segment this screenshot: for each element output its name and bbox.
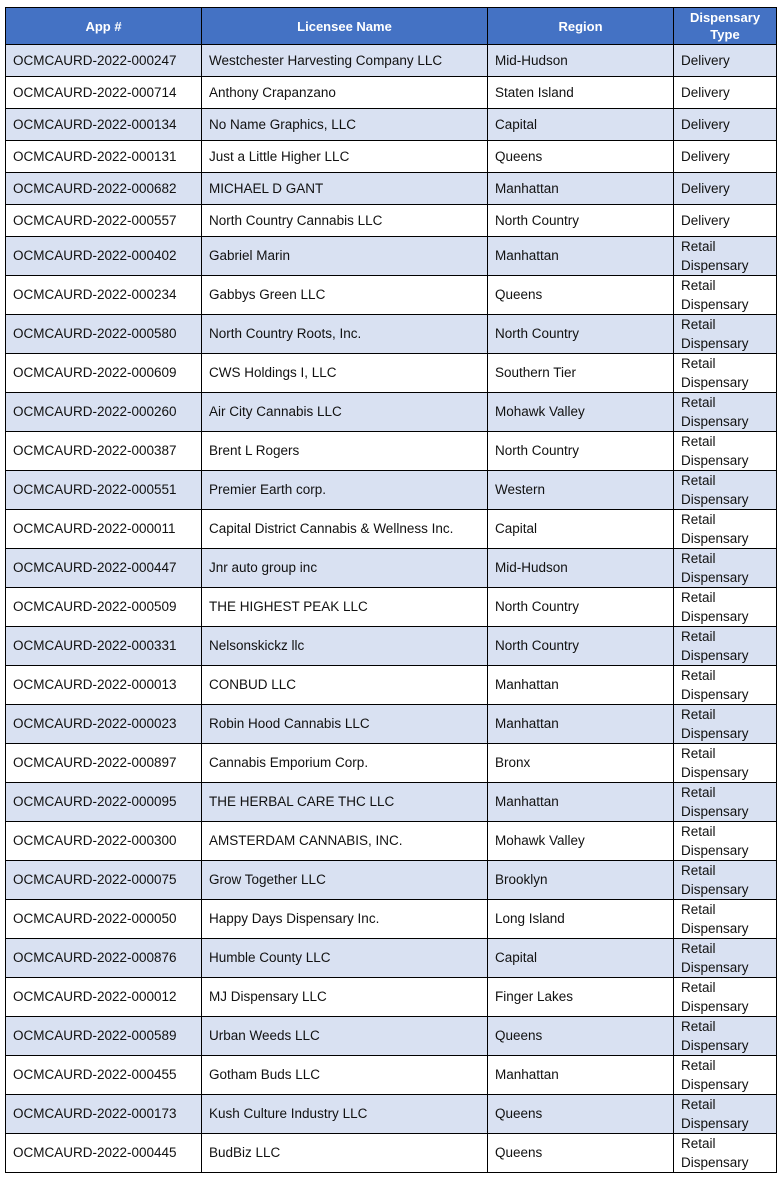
cell-region: Long Island	[488, 900, 674, 939]
cell-licensee-name: MJ Dispensary LLC	[202, 978, 488, 1017]
cell-app-number: OCMCAURD-2022-000012	[6, 978, 202, 1017]
table-row	[6, 900, 777, 939]
cell-licensee-name: Cannabis Emporium Corp.	[202, 744, 488, 783]
table-row	[6, 173, 777, 205]
cell-region: Mid-Hudson	[488, 45, 674, 77]
table-row	[6, 141, 777, 173]
cell-dispensary-type: Delivery	[674, 173, 777, 205]
cell-region: Manhattan	[488, 1056, 674, 1095]
cell-app-number: OCMCAURD-2022-000234	[6, 276, 202, 315]
cell-dispensary-type: Retail Dispensary	[674, 1095, 777, 1134]
cell-region: Queens	[488, 276, 674, 315]
cell-dispensary-type: Retail Dispensary	[674, 822, 777, 861]
cell-licensee-name: Nelsonskickz llc	[202, 627, 488, 666]
cell-app-number: OCMCAURD-2022-000509	[6, 588, 202, 627]
table-row	[6, 432, 777, 471]
cell-region: Queens	[488, 1095, 674, 1134]
cell-app-number: OCMCAURD-2022-000050	[6, 900, 202, 939]
cell-region: Finger Lakes	[488, 978, 674, 1017]
cell-dispensary-type: Retail Dispensary	[674, 549, 777, 588]
cell-dispensary-type: Retail Dispensary	[674, 744, 777, 783]
cell-licensee-name: North Country Roots, Inc.	[202, 315, 488, 354]
cell-licensee-name: Gotham Buds LLC	[202, 1056, 488, 1095]
cell-licensee-name: Air City Cannabis LLC	[202, 393, 488, 432]
cell-dispensary-type: Retail Dispensary	[674, 276, 777, 315]
cell-licensee-name: Jnr auto group inc	[202, 549, 488, 588]
cell-app-number: OCMCAURD-2022-000682	[6, 173, 202, 205]
cell-licensee-name: North Country Cannabis LLC	[202, 205, 488, 237]
cell-region: North Country	[488, 205, 674, 237]
cell-app-number: OCMCAURD-2022-000131	[6, 141, 202, 173]
cell-app-number: OCMCAURD-2022-000447	[6, 549, 202, 588]
cell-region: Southern Tier	[488, 354, 674, 393]
table-row	[6, 77, 777, 109]
cell-licensee-name: Grow Together LLC	[202, 861, 488, 900]
table-row	[6, 705, 777, 744]
cell-app-number: OCMCAURD-2022-000247	[6, 45, 202, 77]
table-row	[6, 666, 777, 705]
cell-licensee-name: MICHAEL D GANT	[202, 173, 488, 205]
table-row	[6, 1017, 777, 1056]
cell-licensee-name: No Name Graphics, LLC	[202, 109, 488, 141]
cell-app-number: OCMCAURD-2022-000557	[6, 205, 202, 237]
cell-app-number: OCMCAURD-2022-000260	[6, 393, 202, 432]
cell-licensee-name: CONBUD LLC	[202, 666, 488, 705]
cell-licensee-name: Urban Weeds LLC	[202, 1017, 488, 1056]
cell-licensee-name: THE HERBAL CARE THC LLC	[202, 783, 488, 822]
cell-dispensary-type: Retail Dispensary	[674, 627, 777, 666]
cell-region: Mohawk Valley	[488, 822, 674, 861]
cell-licensee-name: THE HIGHEST PEAK LLC	[202, 588, 488, 627]
column-header-dispensary-type-label: Dispensary Type	[689, 10, 761, 42]
column-header-licensee-name: Licensee Name	[202, 8, 488, 45]
cell-app-number: OCMCAURD-2022-000589	[6, 1017, 202, 1056]
cell-app-number: OCMCAURD-2022-000445	[6, 1134, 202, 1173]
cell-dispensary-type: Retail Dispensary	[674, 939, 777, 978]
cell-dispensary-type: Delivery	[674, 77, 777, 109]
cell-licensee-name: Westchester Harvesting Company LLC	[202, 45, 488, 77]
table-row	[6, 315, 777, 354]
column-header-app-number: App #	[6, 8, 202, 45]
table-row	[6, 549, 777, 588]
cell-dispensary-type: Delivery	[674, 45, 777, 77]
table-row	[6, 861, 777, 900]
cell-app-number: OCMCAURD-2022-000075	[6, 861, 202, 900]
cell-licensee-name: Humble County LLC	[202, 939, 488, 978]
cell-dispensary-type: Retail Dispensary	[674, 354, 777, 393]
cell-app-number: OCMCAURD-2022-000173	[6, 1095, 202, 1134]
table-row	[6, 109, 777, 141]
cell-app-number: OCMCAURD-2022-000551	[6, 471, 202, 510]
cell-dispensary-type: Retail Dispensary	[674, 666, 777, 705]
cell-app-number: OCMCAURD-2022-000402	[6, 237, 202, 276]
cell-licensee-name: Kush Culture Industry LLC	[202, 1095, 488, 1134]
cell-app-number: OCMCAURD-2022-000300	[6, 822, 202, 861]
table-row	[6, 1095, 777, 1134]
cell-app-number: OCMCAURD-2022-000580	[6, 315, 202, 354]
table-row	[6, 783, 777, 822]
table-row	[6, 939, 777, 978]
cell-dispensary-type: Retail Dispensary	[674, 705, 777, 744]
cell-app-number: OCMCAURD-2022-000011	[6, 510, 202, 549]
licensee-table	[5, 7, 777, 1173]
cell-dispensary-type: Retail Dispensary	[674, 510, 777, 549]
table-row	[6, 276, 777, 315]
cell-licensee-name: Gabriel Marin	[202, 237, 488, 276]
cell-region: North Country	[488, 432, 674, 471]
table-row	[6, 588, 777, 627]
cell-app-number: OCMCAURD-2022-000331	[6, 627, 202, 666]
cell-app-number: OCMCAURD-2022-000387	[6, 432, 202, 471]
cell-app-number: OCMCAURD-2022-000714	[6, 77, 202, 109]
cell-app-number: OCMCAURD-2022-000095	[6, 783, 202, 822]
cell-app-number: OCMCAURD-2022-000609	[6, 354, 202, 393]
cell-region: Manhattan	[488, 705, 674, 744]
cell-dispensary-type: Retail Dispensary	[674, 432, 777, 471]
table-row	[6, 510, 777, 549]
cell-licensee-name: CWS Holdings I, LLC	[202, 354, 488, 393]
table-row	[6, 1134, 777, 1173]
cell-dispensary-type: Retail Dispensary	[674, 471, 777, 510]
cell-dispensary-type: Retail Dispensary	[674, 900, 777, 939]
cell-app-number: OCMCAURD-2022-000023	[6, 705, 202, 744]
table-row	[6, 205, 777, 237]
cell-dispensary-type: Retail Dispensary	[674, 783, 777, 822]
cell-region: Western	[488, 471, 674, 510]
cell-licensee-name: Premier Earth corp.	[202, 471, 488, 510]
cell-region: Queens	[488, 1017, 674, 1056]
table-row	[6, 471, 777, 510]
cell-region: Capital	[488, 109, 674, 141]
table-row	[6, 354, 777, 393]
cell-dispensary-type: Retail Dispensary	[674, 1134, 777, 1173]
cell-licensee-name: AMSTERDAM CANNABIS, INC.	[202, 822, 488, 861]
cell-dispensary-type: Retail Dispensary	[674, 1056, 777, 1095]
cell-licensee-name: Brent L Rogers	[202, 432, 488, 471]
cell-licensee-name: Gabbys Green LLC	[202, 276, 488, 315]
cell-dispensary-type: Delivery	[674, 205, 777, 237]
cell-region: Manhattan	[488, 783, 674, 822]
cell-region: Brooklyn	[488, 861, 674, 900]
cell-region: Capital	[488, 510, 674, 549]
table-row	[6, 237, 777, 276]
cell-region: Manhattan	[488, 173, 674, 205]
cell-dispensary-type: Retail Dispensary	[674, 588, 777, 627]
cell-dispensary-type: Retail Dispensary	[674, 1017, 777, 1056]
cell-region: Capital	[488, 939, 674, 978]
cell-region: Mohawk Valley	[488, 393, 674, 432]
cell-licensee-name: Anthony Crapanzano	[202, 77, 488, 109]
cell-licensee-name: Just a Little Higher LLC	[202, 141, 488, 173]
cell-region: North Country	[488, 315, 674, 354]
cell-region: Queens	[488, 141, 674, 173]
cell-dispensary-type: Delivery	[674, 141, 777, 173]
column-header-dispensary-type	[674, 8, 777, 45]
cell-region: Bronx	[488, 744, 674, 783]
table-row	[6, 45, 777, 77]
table-row	[6, 822, 777, 861]
cell-dispensary-type: Retail Dispensary	[674, 315, 777, 354]
cell-dispensary-type: Delivery	[674, 109, 777, 141]
table-row	[6, 393, 777, 432]
table-row	[6, 978, 777, 1017]
cell-region: Manhattan	[488, 666, 674, 705]
cell-licensee-name: Capital District Cannabis & Wellness Inc.	[202, 510, 488, 549]
cell-app-number: OCMCAURD-2022-000134	[6, 109, 202, 141]
cell-region: North Country	[488, 588, 674, 627]
table-row	[6, 1056, 777, 1095]
cell-region: Queens	[488, 1134, 674, 1173]
table-row	[6, 744, 777, 783]
column-header-region: Region	[488, 8, 674, 45]
cell-region: Staten Island	[488, 77, 674, 109]
cell-licensee-name: Happy Days Dispensary Inc.	[202, 900, 488, 939]
cell-licensee-name: BudBiz LLC	[202, 1134, 488, 1173]
cell-dispensary-type: Retail Dispensary	[674, 393, 777, 432]
cell-dispensary-type: Retail Dispensary	[674, 861, 777, 900]
cell-app-number: OCMCAURD-2022-000897	[6, 744, 202, 783]
cell-app-number: OCMCAURD-2022-000455	[6, 1056, 202, 1095]
cell-dispensary-type: Retail Dispensary	[674, 978, 777, 1017]
cell-app-number: OCMCAURD-2022-000013	[6, 666, 202, 705]
cell-app-number: OCMCAURD-2022-000876	[6, 939, 202, 978]
header-row	[6, 8, 777, 45]
table-row	[6, 627, 777, 666]
cell-licensee-name: Robin Hood Cannabis LLC	[202, 705, 488, 744]
cell-dispensary-type: Retail Dispensary	[674, 237, 777, 276]
cell-region: Manhattan	[488, 237, 674, 276]
cell-region: Mid-Hudson	[488, 549, 674, 588]
cell-region: North Country	[488, 627, 674, 666]
